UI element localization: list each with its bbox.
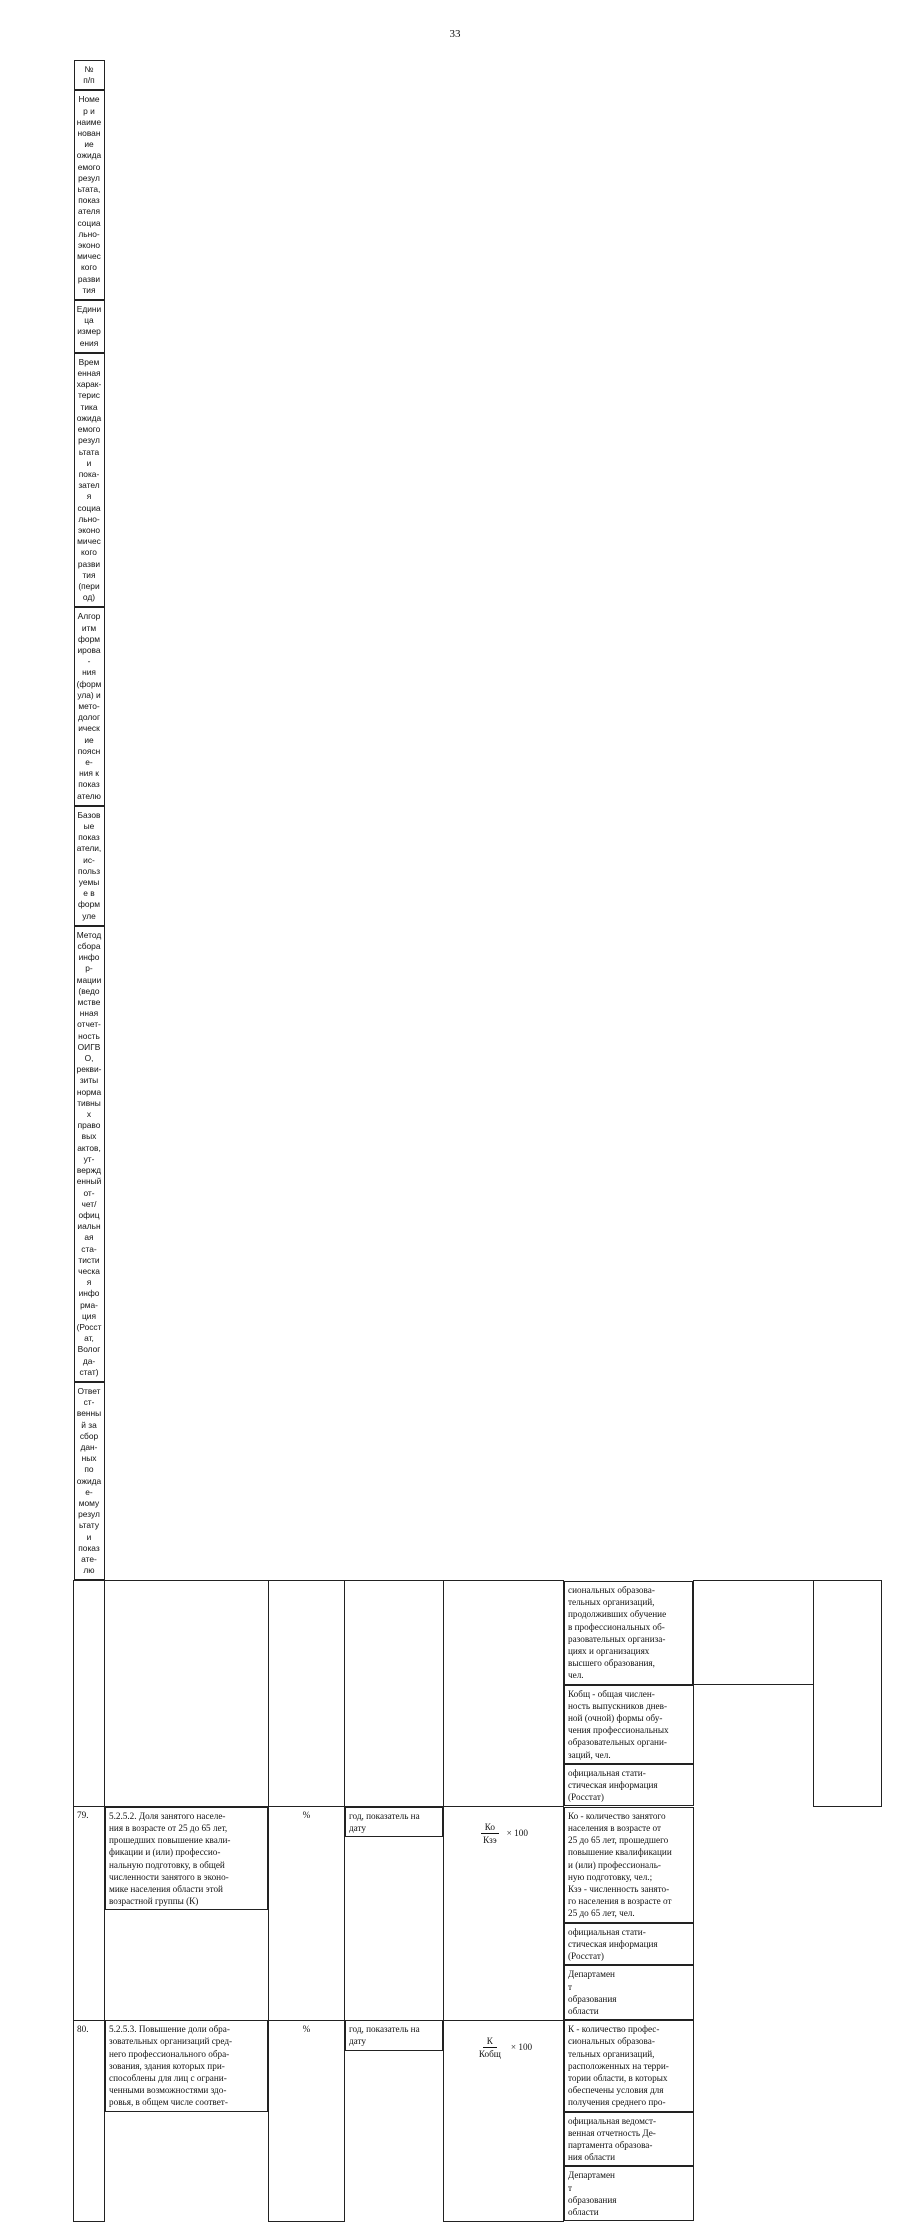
formula-multiplier: × 100 bbox=[506, 1828, 528, 1839]
cell-responsible: Департамен т образования области bbox=[564, 1965, 694, 2020]
table-row bbox=[74, 1806, 882, 2020]
cell-empty bbox=[694, 1581, 814, 1685]
fraction bbox=[475, 2035, 505, 2060]
cell-empty bbox=[345, 1581, 444, 1806]
header-unit: Единица измерения bbox=[74, 300, 105, 353]
cell-base: Ко - количество занятого населения в возрасте от 25 до 65 лет, прошедшего повышение квалификации и (или) профессиональ- ную подготовку, чел.; Кзэ - численность занято- го населения в возрасте от 25 до 65 лет, чел. bbox=[564, 1807, 694, 1923]
page-number: 33 bbox=[449, 28, 461, 40]
cell-name: 5.2.5.2. Доля занятого населе- ния в возрасте от 25 до 65 лет, прошедших повышение квали- фикации и (или) профессио- нальную подготовку, в общей численности занятого в эконо- мике населения области этой возрастной группы (К) bbox=[105, 1807, 268, 1911]
formula-numerator: К bbox=[483, 2035, 497, 2048]
cell-empty bbox=[444, 1581, 564, 1806]
cell-empty bbox=[269, 1581, 345, 1806]
formula-numerator: Ко bbox=[481, 1821, 499, 1834]
formula-denominator: Кобщ bbox=[478, 2048, 501, 2059]
cell-empty bbox=[74, 1581, 105, 1806]
table-row bbox=[74, 2020, 882, 2221]
cell-formula bbox=[444, 2020, 564, 2221]
cell-base-kobshch: Кобщ - общая числен- ность выпускников днев- ной (очной) формы обу- чения профессиональных образовательных органи- заций, чел. bbox=[564, 1685, 694, 1764]
header-algorithm: Алгоритм формирова- ния (формула) и мето- дологические поясне- ния к показателю bbox=[74, 607, 105, 805]
cell-base-continuation: сиональных образова- тельных организаций, продолживших обучение в профессиональных об- разовательных организа- циях и организациях высшего образования, чел. bbox=[564, 1581, 693, 1685]
indicators-table bbox=[73, 60, 882, 2222]
cell-name: 5.2.5.3. Повышение доли обра- зовательных организаций сред- него профессионального обра- зования, здания которых при- способлены для лиц с ограни- ченными возможностями здо- ровья, в общем числе соответ- bbox=[105, 2020, 268, 2111]
header-num: № п/п bbox=[74, 60, 105, 90]
cell-responsible: Департамен т образования области bbox=[564, 2166, 694, 2221]
cell-method: официальная ведомст- венная отчетность Де- партамента образова- ния области bbox=[564, 2112, 694, 2167]
cell-unit: % bbox=[269, 2020, 345, 2221]
cell-method: официальная стати- стическая информация (Росстат) bbox=[564, 1923, 694, 1966]
cell-num: 79. bbox=[74, 1806, 105, 2020]
formula bbox=[447, 1821, 560, 1846]
cell-method-continuation: официальная стати- стическая информация (Росстат) bbox=[564, 1764, 694, 1807]
table-row-continuation-a bbox=[74, 1581, 882, 1685]
cell-base: К - количество профес- сиональных образова- тельных организаций, расположенных на терри- тории области, в которых обеспечены условия для получения среднего про- bbox=[564, 2020, 694, 2111]
header-name: Номер и наименование ожидаемого результата, показателя социально- экономического развития bbox=[74, 90, 105, 300]
header-period: Временная харак- теристика ожидаемого результата и пока- зателя социально- экономического развития (период) bbox=[74, 353, 105, 607]
cell-empty bbox=[105, 1581, 269, 1806]
cell-period: год, показатель на дату bbox=[345, 1807, 443, 1837]
table-header-row bbox=[74, 60, 882, 1581]
formula-multiplier: × 100 bbox=[510, 2042, 533, 2052]
formula-denominator: Кзэ bbox=[483, 1834, 497, 1845]
cell-period: год, показатель на дату bbox=[345, 2020, 443, 2050]
cell-unit: % bbox=[269, 1806, 345, 2020]
header-base: Базовые показатели, ис- пользуемые в формуле bbox=[74, 806, 105, 926]
fraction bbox=[479, 1821, 501, 1846]
cell-num: 80. bbox=[74, 2020, 105, 2221]
cell-formula bbox=[444, 1806, 564, 2020]
header-method: Метод сбора инфор- мации (ведомственная отчет- ность ОИГВО, рекви- зиты нормативных правовых актов, ут- вержденный от- чет/официальная ста- тистическая информа- ция (Росстат, Вологда- стат) bbox=[74, 926, 105, 1382]
cell-empty bbox=[814, 1581, 882, 1806]
formula bbox=[447, 2035, 560, 2060]
header-responsible: Ответст- венный за сбор дан- ных по ожидае- мому результату и показате- лю bbox=[74, 1382, 105, 1580]
